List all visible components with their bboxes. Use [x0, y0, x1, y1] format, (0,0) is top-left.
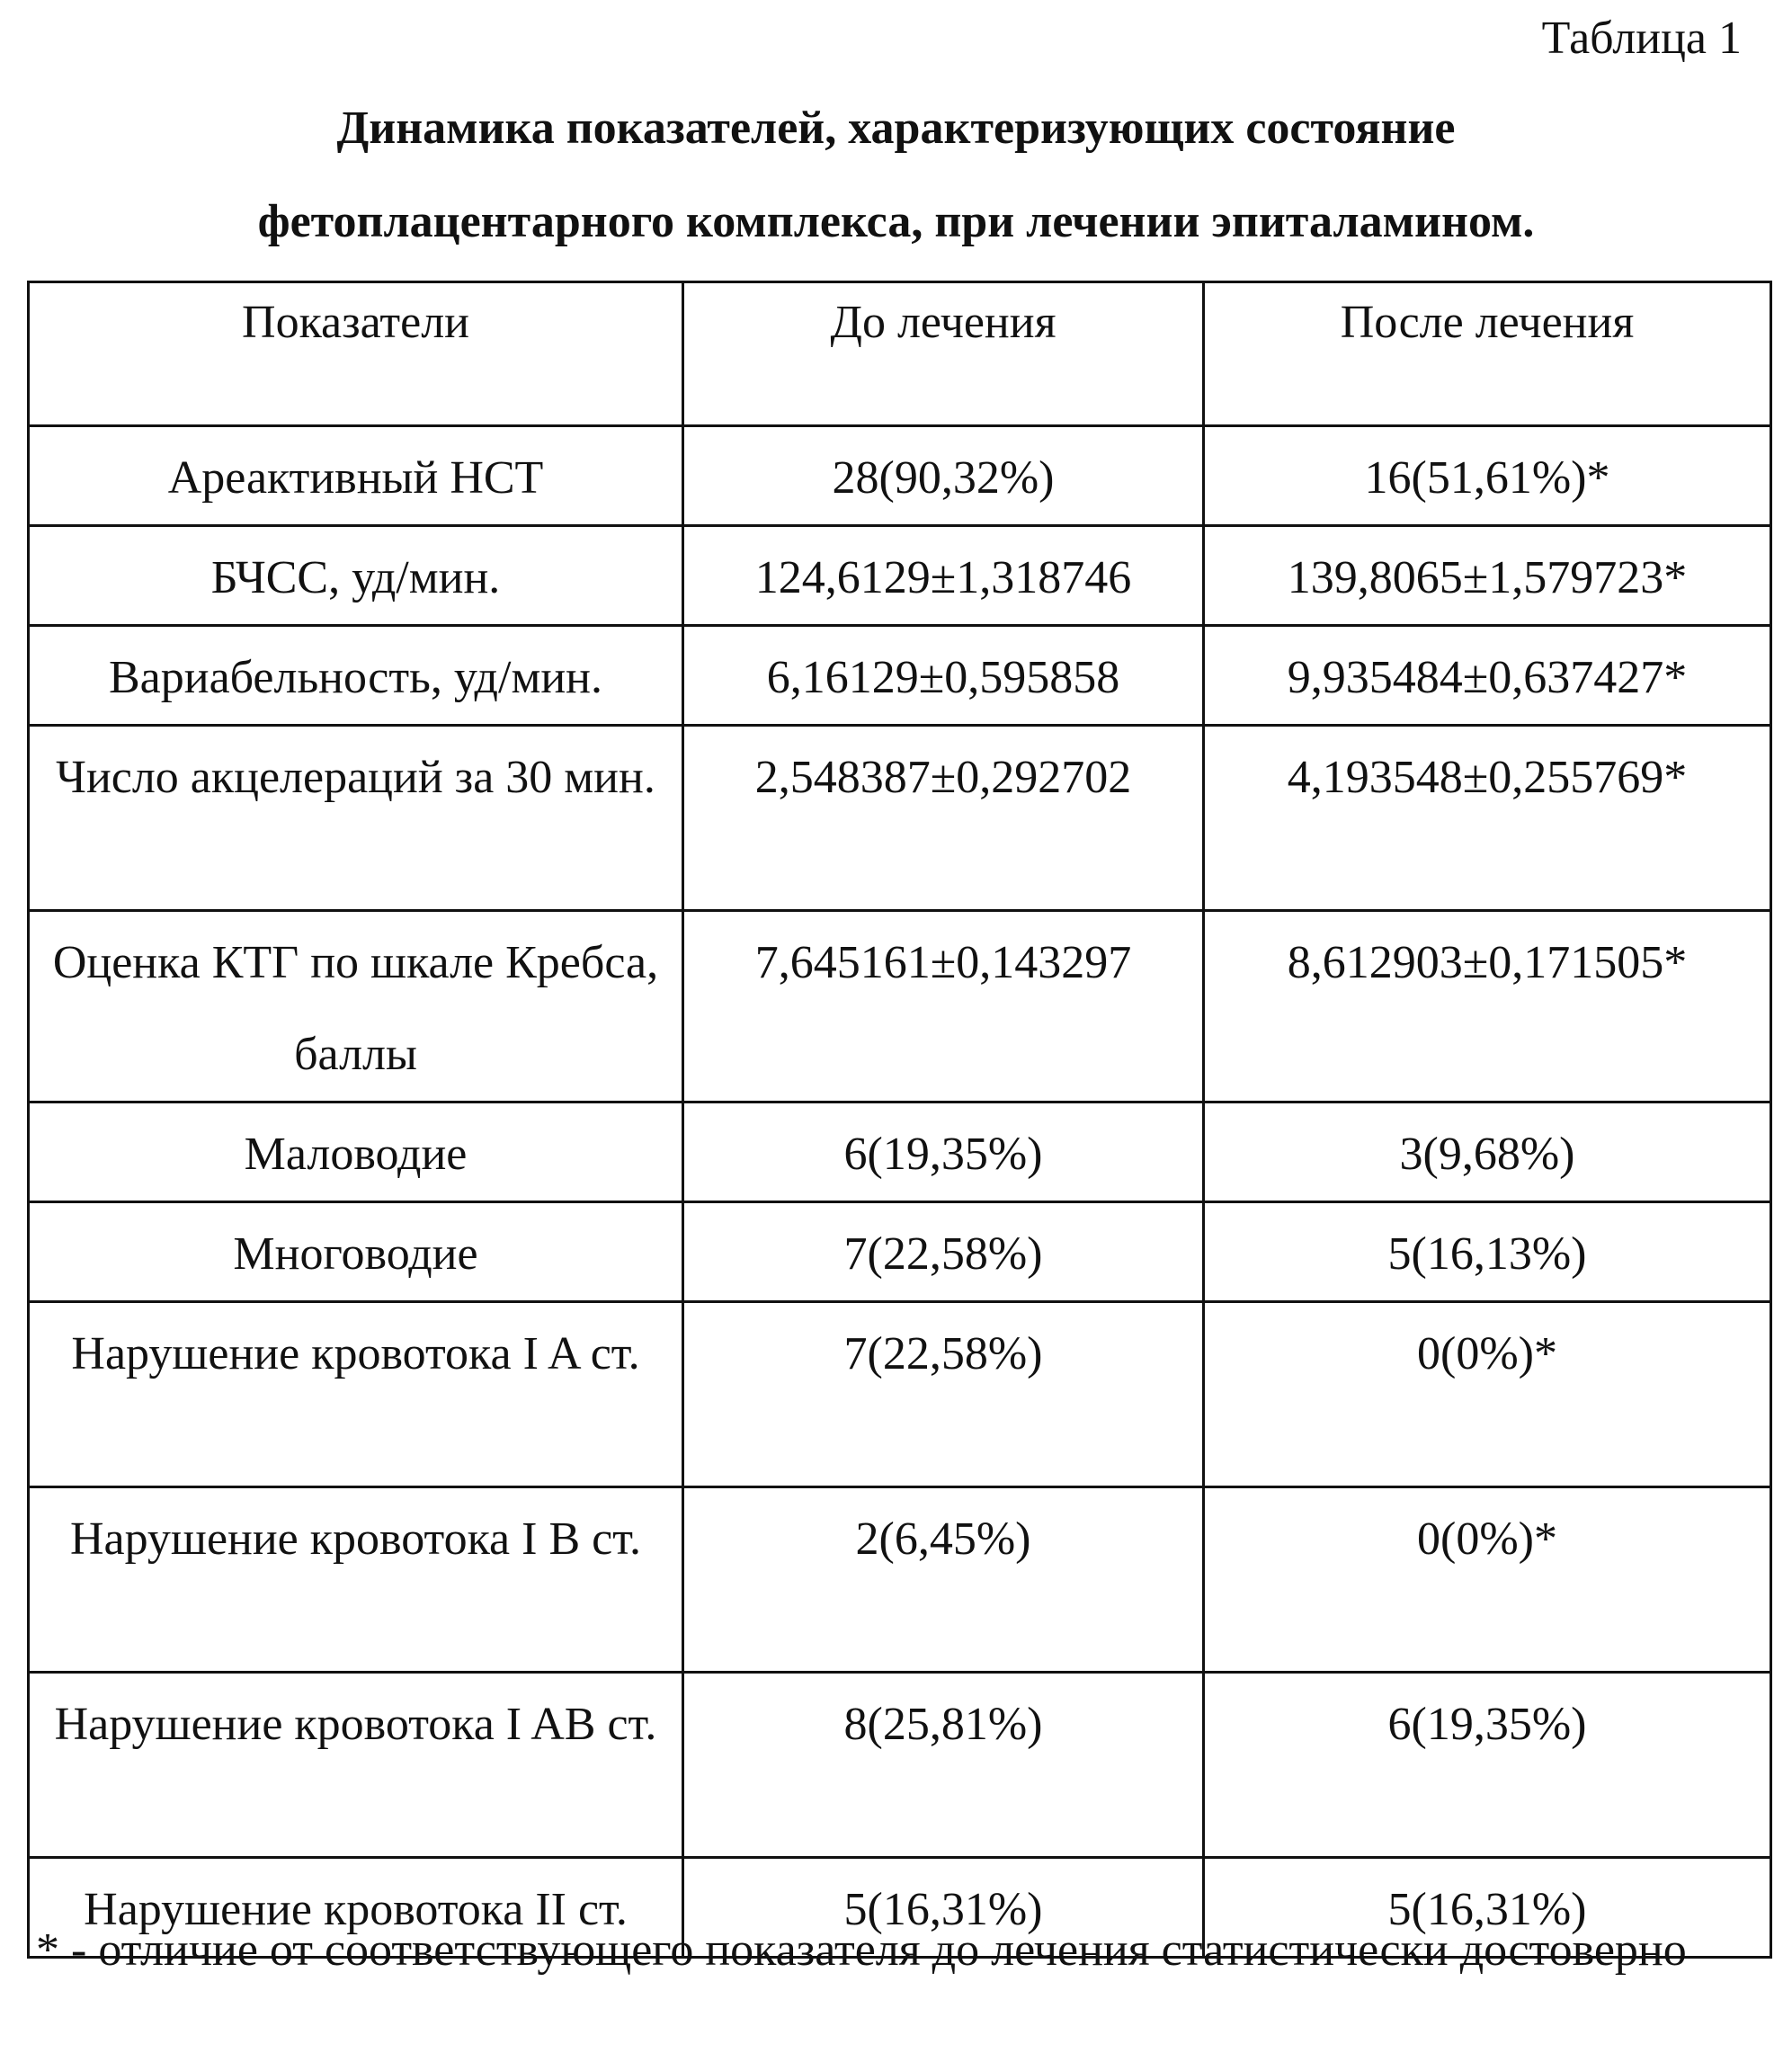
- table-row: [29, 1673, 1771, 1858]
- row-label: Маловодие: [29, 1102, 683, 1202]
- table-row: [29, 426, 1771, 526]
- value-before: 28(90,32%): [683, 426, 1204, 526]
- row-label: Многоводие: [29, 1202, 683, 1302]
- row-label: Ареактивный НСТ: [29, 426, 683, 526]
- row-label: Вариабельность, уд/мин.: [29, 626, 683, 726]
- value-before: 5(16,31%): [683, 1858, 1204, 1958]
- value-before: 7,645161±0,143297: [683, 911, 1204, 1102]
- table-row: [29, 1302, 1771, 1487]
- value-before: 7(22,58%): [683, 1302, 1204, 1487]
- value-after: 4,193548±0,255769*: [1204, 726, 1771, 911]
- table-row: [29, 1487, 1771, 1673]
- value-after: 0(0%)*: [1204, 1487, 1771, 1673]
- value-after: 9,935484±0,637427*: [1204, 626, 1771, 726]
- row-label: Число акцелераций за 30 мин.: [29, 726, 683, 911]
- value-after: 0(0%)*: [1204, 1302, 1771, 1487]
- table-label: Таблица 1: [1541, 13, 1742, 64]
- value-after: 139,8065±1,579723*: [1204, 526, 1771, 626]
- table-header-row: [29, 282, 1771, 426]
- row-label: Нарушение кровотока II ст.: [29, 1858, 683, 1958]
- value-before: 6(19,35%): [683, 1102, 1204, 1202]
- table-row: [29, 626, 1771, 726]
- value-before: 124,6129±1,318746: [683, 526, 1204, 626]
- value-after: 6(19,35%): [1204, 1673, 1771, 1858]
- header-indicators: Показатели: [29, 282, 683, 426]
- value-after: 8,612903±0,171505*: [1204, 911, 1771, 1102]
- value-before: 6,16129±0,595858: [683, 626, 1204, 726]
- header-after-treatment: После лечения: [1204, 282, 1771, 426]
- footnote: * - отличие от соответствующего показателя до лечения статистически достоверно: [36, 1924, 1687, 1976]
- row-label: БЧСС, уд/мин.: [29, 526, 683, 626]
- title-line-1: Динамика показателей, характеризующих состояние: [336, 103, 1456, 154]
- data-table: [27, 281, 1772, 1959]
- header-before-treatment: До лечения: [683, 282, 1204, 426]
- value-before: 2,548387±0,292702: [683, 726, 1204, 911]
- value-before: 8(25,81%): [683, 1673, 1204, 1858]
- value-after: 5(16,13%): [1204, 1202, 1771, 1302]
- table-row: [29, 911, 1771, 1102]
- row-label: Нарушение кровотока I A ст.: [29, 1302, 683, 1487]
- value-after: 16(51,61%)*: [1204, 426, 1771, 526]
- table-row: [29, 726, 1771, 911]
- title-line-2: фетоплацентарного комплекса, при лечении эпиталамином.: [257, 196, 1535, 247]
- table-row: [29, 526, 1771, 626]
- table-row: [29, 1102, 1771, 1202]
- row-label: Нарушение кровотока I B ст.: [29, 1487, 683, 1673]
- value-before: 2(6,45%): [683, 1487, 1204, 1673]
- row-label: Оценка КТГ по шкале Кребса, баллы: [29, 911, 683, 1102]
- value-after: 3(9,68%): [1204, 1102, 1771, 1202]
- value-after: 5(16,31%): [1204, 1858, 1771, 1958]
- row-label: Нарушение кровотока I AB ст.: [29, 1673, 683, 1858]
- table-row: [29, 1202, 1771, 1302]
- value-before: 7(22,58%): [683, 1202, 1204, 1302]
